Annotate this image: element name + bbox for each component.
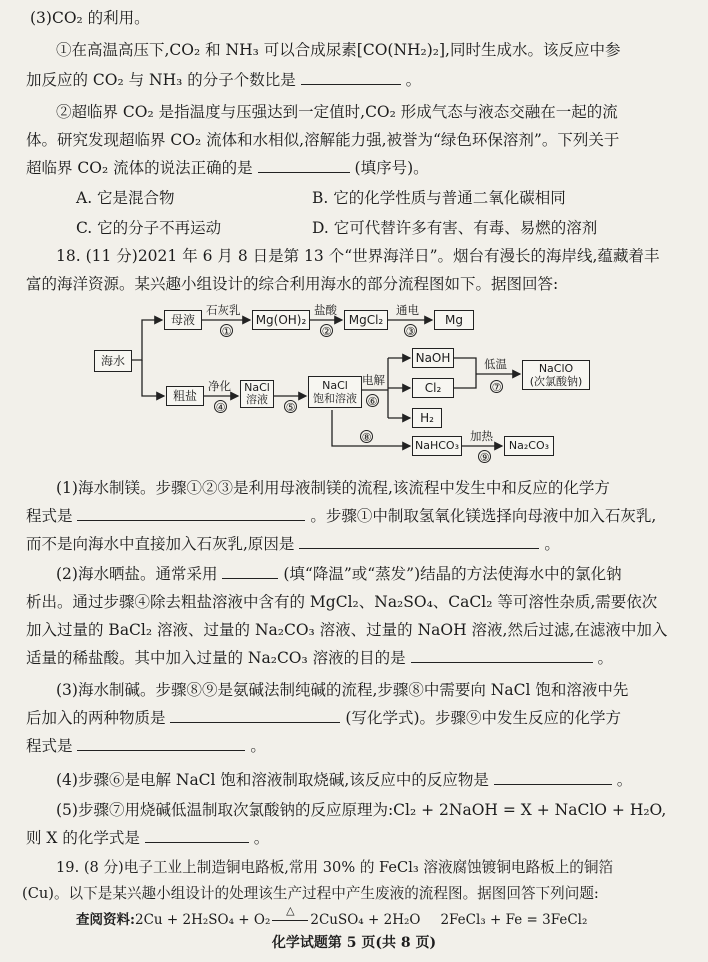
option-c: C. 它的分子不再运动 xyxy=(76,219,222,237)
q18-s2-line4 xyxy=(26,648,613,668)
answer-blank[interactable] xyxy=(222,564,278,579)
q18-s2-end: 。 xyxy=(597,649,614,667)
step-1: ① xyxy=(221,325,232,338)
q18-s3-line1: (3)海水制碱。步骤⑧⑨是氨碱法制纯碱的流程,步骤⑧中需要向 NaCl 饱和溶液中先 xyxy=(56,681,629,699)
q18-s5-line2 xyxy=(26,828,269,848)
step-3: ③ xyxy=(405,325,416,338)
q18-s3-text2: (写化学式)。步骤⑨中发生反应的化学方 xyxy=(345,709,621,727)
q18-s1-text: 程式是 xyxy=(26,507,73,525)
answer-blank[interactable] xyxy=(494,770,612,785)
q19-line2: (Cu)。以下是某兴趣小组设计的处理该生产过程中产生废液的流程图。据图回答下列问题: xyxy=(22,885,599,902)
q18-s1-text3: 而不是向海水中直接加入石灰乳,原因是 xyxy=(26,535,295,553)
mgoh2-box: Mg(OH)₂ xyxy=(252,310,310,330)
cl2-box: Cl₂ xyxy=(412,378,454,398)
lime-milk-label: 石灰乳 xyxy=(206,303,241,317)
q18-s2-text4: 适量的稀盐酸。其中加入过量的 Na₂CO₃ 溶液的目的是 xyxy=(26,649,406,667)
answer-blank[interactable] xyxy=(299,534,539,549)
q18-s1-line2 xyxy=(26,506,656,526)
q17-part3-heading: (3)CO₂ 的利用。 xyxy=(30,9,150,27)
q18-s2-line1 xyxy=(56,564,622,584)
nacl-solution-text: 溶液 xyxy=(246,393,268,406)
naoh-box: NaOH xyxy=(412,348,454,368)
seawater-box: 海水 xyxy=(94,350,132,372)
q18-s2-line2: 析出。通过步骤④除去粗盐溶液中含有的 MgCl₂、Na₂SO₄、CaCl₂ 等可溶性杂质,需要依次 xyxy=(26,593,658,611)
q18-s5-line1: (5)步骤⑦用烧碱低温制取次氯酸钠的反应原理为:Cl₂ + 2NaOH = X + NaClO + H₂O, xyxy=(56,801,667,819)
step-2: ② xyxy=(321,325,332,338)
step-4: ④ xyxy=(215,401,226,414)
q17-p2-end: (填序号)。 xyxy=(354,159,429,177)
h2-box: H₂ xyxy=(412,408,442,428)
q18-intro-line1: 18. (11 分)2021 年 6 月 8 日是第 13 个“世界海洋日”。烟台有漫长的海岸线,蕴藏着丰 xyxy=(56,247,660,265)
reaction-arrow xyxy=(270,904,310,930)
q18-s1-text2: 。步骤①中制取氢氧化镁选择向母液中加入石灰乳, xyxy=(310,507,657,525)
q18-s3-end: 。 xyxy=(250,737,266,755)
heat-condition: △ xyxy=(286,904,295,917)
answer-blank[interactable] xyxy=(301,70,401,85)
q18-s2-line3: 加入过量的 BaCl₂ 溶液、过量的 Na₂CO₃ 溶液、过量的 NaOH 溶液,然后过滤,在滤液中加入 xyxy=(26,621,668,639)
q18-s3-line3 xyxy=(26,736,266,756)
q18-s4-line xyxy=(56,770,632,790)
nacl-saturated-box xyxy=(308,376,362,408)
nacl-saturated-text: 饱和溶液 xyxy=(313,392,357,405)
answer-blank[interactable] xyxy=(77,506,305,521)
electrify-label: 通电 xyxy=(396,303,419,317)
seawater-flow-diagram xyxy=(92,300,583,465)
na2co3-box: Na₂CO₃ xyxy=(504,436,554,456)
q18-intro-line2: 富的海洋资源。某兴趣小组设计的综合利用海水的部分流程图如下。据图回答: xyxy=(26,275,559,293)
q17-p1-line1: ①在高温高压下,CO₂ 和 NH₃ 可以合成尿素[CO(NH₂)₂],同时生成水。该反应中参 xyxy=(56,41,621,59)
q18-s2-text: (2)海水晒盐。通常采用 xyxy=(56,565,218,583)
q18-s1-line3 xyxy=(26,534,560,554)
purify-label: 净化 xyxy=(208,379,231,393)
reference-label: 查阅资料: xyxy=(76,912,135,928)
q18-s5-end: 。 xyxy=(253,829,270,847)
q18-s4-text: (4)步骤⑥是电解 NaCl 饱和溶液制取烧碱,该反应中的反应物是 xyxy=(56,771,489,789)
option-d: D. 它可代替许多有害、有毒、易燃的溶剂 xyxy=(312,219,598,237)
answer-blank[interactable] xyxy=(77,736,245,751)
crude-salt-box: 粗盐 xyxy=(166,386,204,406)
naclo-box xyxy=(522,360,590,390)
step-5: ⑤ xyxy=(285,401,296,414)
q18-s2-text2: (填“降温”或“蒸发”)结晶的方法使海水中的氯化钠 xyxy=(283,565,622,583)
naclo-name: (次氯酸钠) xyxy=(529,375,583,388)
mgcl2-box: MgCl₂ xyxy=(344,310,388,330)
q18-s5-text: 则 X 的化学式是 xyxy=(26,829,140,847)
q18-s4-end: 。 xyxy=(616,771,633,789)
q18-s3-text: 后加入的两种物质是 xyxy=(26,709,166,727)
q18-s1-line1: (1)海水制镁。步骤①②③是利用母液制镁的流程,该流程中发生中和反应的化学方 xyxy=(56,479,610,497)
q17-p1-text: 加反应的 CO₂ 与 NH₃ 的分子个数比是 xyxy=(26,71,296,89)
reference-eq1-right: 2CuSO₄ + 2H₂O xyxy=(310,912,421,928)
naclo-formula: NaClO xyxy=(538,362,574,375)
heat-label: 加热 xyxy=(470,429,493,443)
hcl-label: 盐酸 xyxy=(314,303,337,317)
q18-s3-line2 xyxy=(26,708,621,728)
q18-s3-text3: 程式是 xyxy=(26,737,73,755)
mg-box: Mg xyxy=(434,310,474,330)
q19-line1: 19. (8 分)电子工业上制造铜电路板,常用 30% 的 FeCl₃ 溶液腐蚀镀铜电路板上的铜箔 xyxy=(56,859,614,876)
option-b: B. 它的化学性质与普通二氧化碳相同 xyxy=(312,189,566,207)
nahco3-box: NaHCO₃ xyxy=(412,436,462,456)
answer-blank[interactable] xyxy=(170,708,340,723)
q17-p2-line2: 体。研究发现超临界 CO₂ 流体和水相似,溶解能力强,被誉为“绿色环保溶剂”。下列关于 xyxy=(26,131,620,149)
q19-reference xyxy=(76,904,588,930)
q17-p2-text: 超临界 CO₂ 流体的说法正确的是 xyxy=(26,159,253,177)
nacl-solution-box xyxy=(240,380,274,408)
nacl-saturated-formula: NaCl xyxy=(322,379,348,392)
step-8: ⑧ xyxy=(361,431,372,444)
electrolysis-label: 电解 xyxy=(362,373,385,387)
reference-eq1-left: 2Cu + 2H₂SO₄ + O₂ xyxy=(134,912,271,928)
mother-liquor-box: 母液 xyxy=(164,310,202,330)
reference-eq2: 2FeCl₃ + Fe = 3FeCl₂ xyxy=(440,912,588,928)
low-temp-label: 低温 xyxy=(484,357,507,371)
nacl-solution-formula: NaCl xyxy=(244,381,270,394)
q17-p2-line1: ②超临界 CO₂ 是指温度与压强达到一定值时,CO₂ 形成气态与液态交融在一起的流 xyxy=(56,103,618,121)
answer-blank[interactable] xyxy=(258,158,350,173)
step-6: ⑥ xyxy=(367,395,378,408)
step-9: ⑨ xyxy=(479,451,490,464)
answer-blank[interactable] xyxy=(411,648,593,663)
q18-s1-end: 。 xyxy=(544,535,560,553)
q17-p1-end: 。 xyxy=(405,71,422,89)
page-footer: 化学试题第 5 页(共 8 页) xyxy=(271,935,437,951)
option-a: A. 它是混合物 xyxy=(76,189,175,207)
q17-p2-line3 xyxy=(26,158,429,178)
step-7: ⑦ xyxy=(491,381,502,394)
answer-blank[interactable] xyxy=(145,828,249,843)
q17-p1-line2 xyxy=(26,70,421,90)
